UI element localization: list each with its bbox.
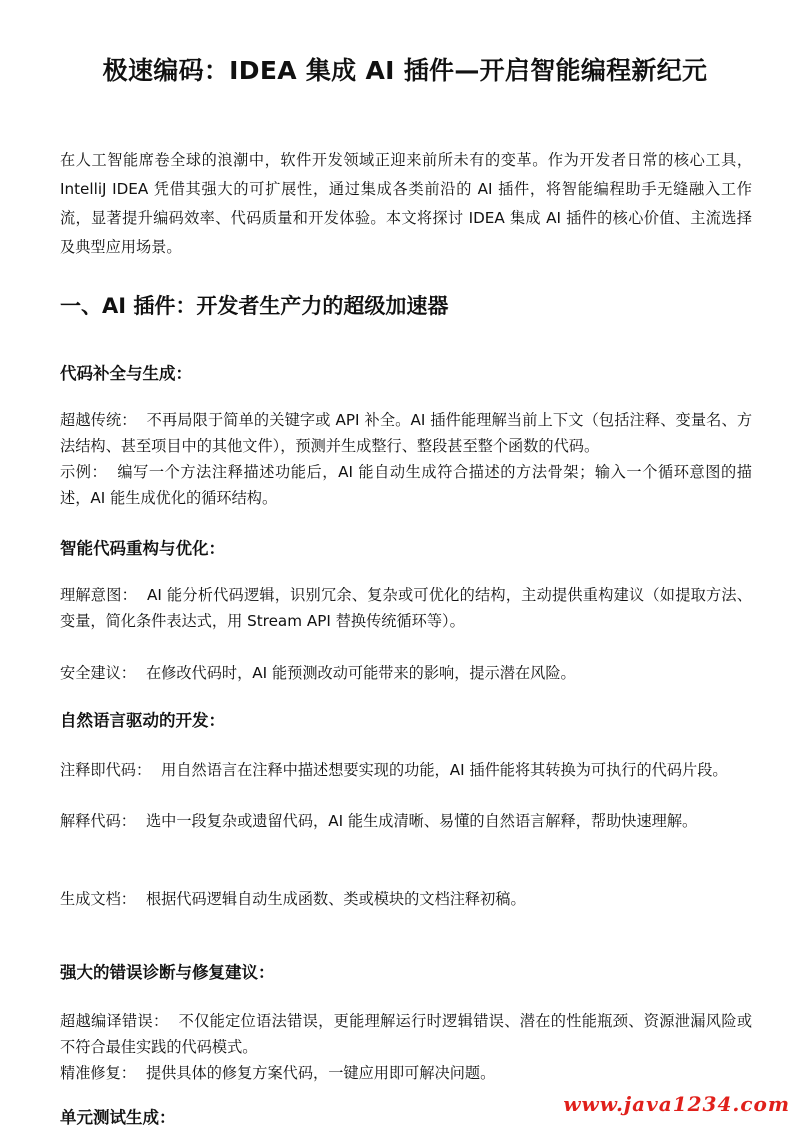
intro-paragraph: 在人工智能席卷全球的浪潮中，软件开发领域正迎来前所未有的变革。作为开发者日常的核心工具，IntelliJ IDEA 凭借其强大的可扩展性，通过集成各类前沿的 AI 插件，将智能编程助手无缝融入工作流，显著提升编码效率、代码质量和开发体验。本文将探讨 IDEA 集成 AI 插件的核心价值、主流选择及典型应用场景。 — [60, 151, 752, 256]
site-watermark: www.java1234.com — [557, 1092, 796, 1116]
paragraph-generate-docs — [60, 886, 752, 912]
text-comment-as-code: 用自然语言在注释中描述想要实现的功能，AI 插件能将其转换为可执行的代码片段。 — [161, 761, 728, 779]
label-example: 示例： — [60, 463, 108, 481]
paragraph-beyond-compile-errors — [60, 1008, 752, 1060]
paragraph-refactor-intent — [60, 582, 752, 634]
label-understand-intent: 理解意图： — [60, 586, 138, 604]
text-example: 编写一个方法注释描述功能后，AI 能自动生成符合描述的方法骨架；输入一个循环意图的描述，AI 能生成优化的循环结构。 — [60, 463, 752, 507]
subheading-refactor: 智能代码重构与优化： — [60, 539, 225, 558]
paragraph-code-completion-beyond — [60, 407, 752, 459]
paragraph-refactor-safety — [60, 660, 752, 686]
text-explain-code: 选中一段复杂或遗留代码，AI 能生成清晰、易懂的自然语言解释，帮助快速理解。 — [145, 812, 698, 830]
document-title: 极速编码：IDEA 集成 AI 插件—开启智能编程新纪元 — [102, 56, 708, 85]
paragraph-comment-as-code — [60, 757, 752, 783]
text-understand-intent: AI 能分析代码逻辑，识别冗余、复杂或可优化的结构，主动提供重构建议（如提取方法、变量，简化条件表达式，用 Stream API 替换传统循环等）。 — [60, 586, 752, 630]
label-beyond-compile-errors: 超越编译错误： — [60, 1012, 169, 1030]
subheading-code-completion: 代码补全与生成： — [60, 364, 192, 383]
subheading-natural-language-dev: 自然语言驱动的开发： — [60, 711, 225, 730]
label-safety-advice: 安全建议： — [60, 664, 136, 682]
label-generate-docs: 生成文档： — [60, 890, 136, 908]
label-comment-as-code: 注释即代码： — [60, 761, 152, 779]
text-precise-fix: 提供具体的修复方案代码，一键应用即可解决问题。 — [145, 1064, 496, 1082]
label-beyond-tradition: 超越传统： — [60, 411, 137, 429]
text-beyond-compile-errors: 不仅能定位语法错误，更能理解运行时逻辑错误、潜在的性能瓶颈、资源泄漏风险或不符合最佳实践的代码模式。 — [60, 1012, 753, 1056]
subheading-unit-test: 单元测试生成： — [60, 1108, 176, 1127]
label-precise-fix: 精准修复： — [60, 1064, 136, 1082]
text-safety-advice: 在修改代码时，AI 能预测改动可能带来的影响，提示潜在风险。 — [145, 664, 576, 682]
label-explain-code: 解释代码： — [60, 812, 136, 830]
paragraph-precise-fix — [60, 1060, 752, 1086]
paragraph-code-completion-example — [60, 459, 752, 511]
text-generate-docs: 根据代码逻辑自动生成函数、类或模块的文档注释初稿。 — [145, 890, 526, 908]
subheading-error-diagnosis: 强大的错误诊断与修复建议： — [60, 963, 275, 982]
paragraph-explain-code — [60, 808, 752, 834]
text-beyond-tradition: 不再局限于简单的关键字或 API 补全。AI 插件能理解当前上下文（包括注释、变量名、方法结构、甚至项目中的其他文件），预测并生成整行、整段甚至整个函数的代码。 — [60, 411, 753, 455]
section-heading-ai-plugins: 一、AI 插件：开发者生产力的超级加速器 — [60, 294, 449, 318]
